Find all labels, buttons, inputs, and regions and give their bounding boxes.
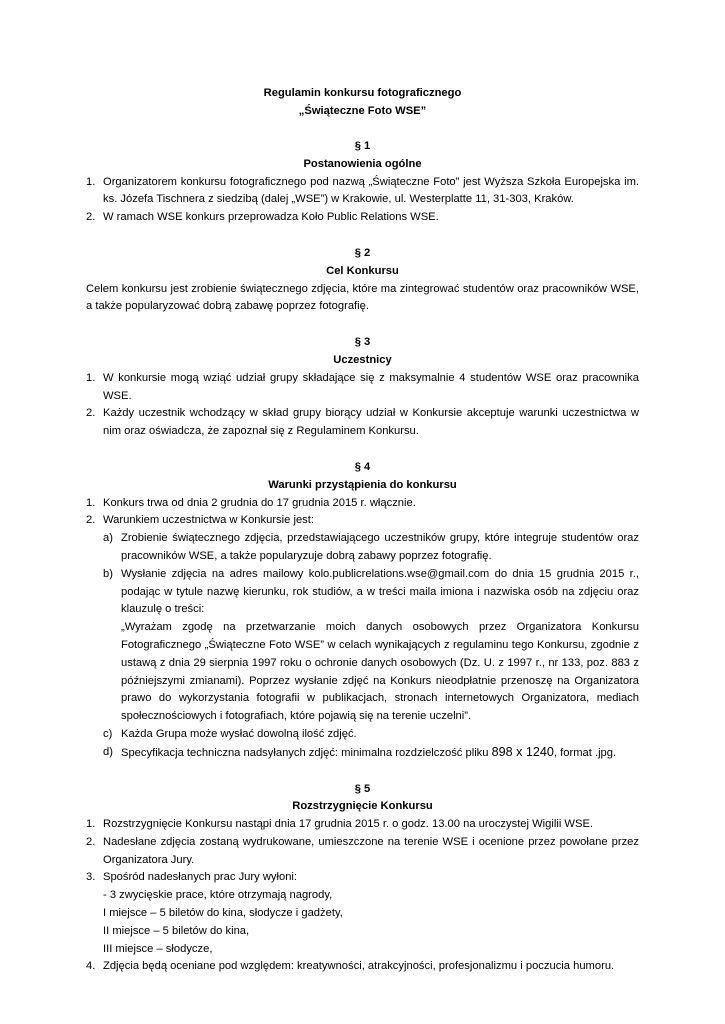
section-1-symbol: § 1 — [354, 140, 371, 152]
regulations-document — [86, 84, 639, 976]
list-text: Nadesłane zdjęcia zostaną wydrukowane, umieszczone na terenie WSE i ocenione przez powołane przez Organizatora Jury. — [103, 835, 639, 866]
resolution-value: 898 x 1240 — [491, 744, 554, 759]
sub-list-letter: d) — [103, 745, 113, 758]
prize-line: I miejsce – 5 biletów do kina, słodycze i gadżety, — [103, 907, 343, 920]
list-text: Zdjęcia będą oceniane pod względem: kreatywności, atrakcyjności, profesjonalizmu i poczucia humoru. — [103, 960, 615, 973]
sub-list-item — [86, 566, 639, 619]
sub-list-text: Specyfikacja techniczna nadsyłanych zdjęć: minimalna rozdzielczość pliku — [121, 746, 492, 759]
list-number: 1. — [86, 496, 96, 509]
sub-list-item — [86, 726, 639, 744]
list-item — [86, 174, 639, 210]
list-number: 2. — [86, 407, 96, 420]
list-item — [86, 834, 639, 870]
list-text: Warunkiem uczestnictwa w Konkursie jest: — [103, 514, 314, 527]
list-number: 2. — [86, 835, 96, 848]
prize-line: - 3 zwycięskie prace, które otrzymają nagrody, — [103, 889, 333, 902]
list-text: Konkurs trwa od dnia 2 grudnia do 17 grudnia 2015 r. włącznie. — [103, 496, 416, 509]
sub-list-item — [86, 530, 639, 566]
list-item — [86, 405, 639, 441]
prize-line: III miejsce – słodycze, — [103, 942, 213, 955]
list-text: W konkursie mogą wziąć udział grupy składające się z maksymalnie 4 studentów WSE oraz pracownika WSE. — [103, 371, 639, 402]
list-text: Organizatorem konkursu fotograficznego pod nazwą „Świąteczne Foto” jest Wyższa Szkoła Europejska im. ks. Józefa Tischnera z siedzibą (dalej „WSE”) w Krakowie, ul. Westerplatte 11, 31-303, Kraków. — [103, 175, 639, 206]
list-number: 1. — [86, 818, 96, 831]
sub-list-text-end: , format .jpg. — [553, 746, 617, 759]
list-number: 1. — [86, 175, 96, 188]
list-text: Każdy uczestnik wchodzący w skład grupy biorący udział w Konkursie akceptuje warunki uczestnictwa w nim oraz oświadcza, że zapoznał się z Regulaminem Konkursu. — [103, 407, 639, 438]
section-2-paragraph: Celem konkursu jest zrobienie świątecznego zdjęcia, które ma zintegrować studentów oraz pracowników WSE, a także popularyzować dobrą zabawę poprzez fotografię. — [86, 282, 639, 313]
list-item — [86, 495, 639, 513]
section-2-symbol: § 2 — [354, 246, 371, 259]
prize-line: II miejsce – 5 biletów do kina, — [103, 924, 250, 937]
consent-clause: „Wyrażam zgodę na przetwarzanie moich danych osobowych przez Organizatora Konkursu Fotograficznego „Świąteczne Foto WSE” w celach wynikających z regulaminu tego Konkursu, zgodnie z ustawą z dnia 29 sierpnia 1997 roku o ochronie danych osobowych (Dz. U. z 1997 r., nr 133, poz. 883 z późniejszymi zmianami). Poprzez wysłanie zdjęć na Konkurs nieodpłatnie przenoszę na Organizatora prawo do wykorzystania fotografii w publikacjach, stronach internetowych Organizatora, mediach społecznościowych i fotografiach, które pojawią się na terenie uczelni”. — [121, 621, 639, 723]
list-item — [86, 512, 639, 530]
sub-list-letter: c) — [103, 727, 113, 740]
sub-list-text: Zrobienie świątecznego zdjęcia, przedstawiającego uczestników grupy, które integruje studentów oraz pracowników WSE, a także popularyzuje dobrą zabawy poprzez fotografię. — [121, 532, 639, 562]
section-5-heading: Rozstrzygnięcie Konkursu — [292, 800, 433, 813]
list-item — [86, 209, 639, 227]
section-5-symbol: § 5 — [354, 782, 371, 795]
list-text: Rozstrzygnięcie Konkursu nastąpi dnia 17 grudnia 2015 r. o godz. 13.00 na uroczystej Wigilii WSE. — [103, 818, 594, 831]
sub-list-text: Każda Grupa może wysłać dowolną ilość zdjęć. — [121, 727, 357, 740]
section-4-heading: Warunki przystąpienia do konkursu — [268, 478, 457, 491]
sub-list-letter: a) — [103, 532, 113, 545]
list-item — [86, 370, 639, 406]
section-3-symbol: § 3 — [354, 336, 371, 349]
list-item — [86, 869, 639, 887]
section-1-heading: Postanowienia ogólne — [303, 157, 422, 170]
list-item — [86, 958, 639, 976]
list-number: 1. — [86, 371, 96, 384]
list-number: 3. — [86, 871, 96, 884]
sub-list-letter: b) — [103, 567, 113, 580]
document-title: Regulamin konkursu fotograficznego — [263, 87, 462, 99]
section-4-symbol: § 4 — [354, 460, 371, 473]
list-text: Spośród nadesłanych prac Jury wyłoni: — [103, 871, 298, 884]
list-number: 4. — [86, 960, 96, 973]
section-3-heading: Uczestnicy — [333, 353, 392, 366]
section-2-heading: Cel Konkursu — [326, 264, 399, 277]
list-number: 2. — [86, 211, 96, 224]
contest-name: „Świąteczne Foto WSE” — [298, 105, 427, 117]
list-text: W ramach WSE konkurs przeprowadza Koło Public Relations WSE. — [103, 211, 439, 224]
sub-list-text: Wysłanie zdjęcia na adres mailowy kolo.publicrelations.wse@gmail.com do dnia 15 grudnia 2015 r., podając w tytule nazwę kierunku, rok studiów, a w treści maila imiona i nazwiska osób na zdjęciu oraz klauzulę o treści: — [121, 567, 639, 616]
list-item — [86, 816, 639, 834]
sub-list-item — [86, 744, 639, 763]
list-number: 2. — [86, 514, 96, 527]
